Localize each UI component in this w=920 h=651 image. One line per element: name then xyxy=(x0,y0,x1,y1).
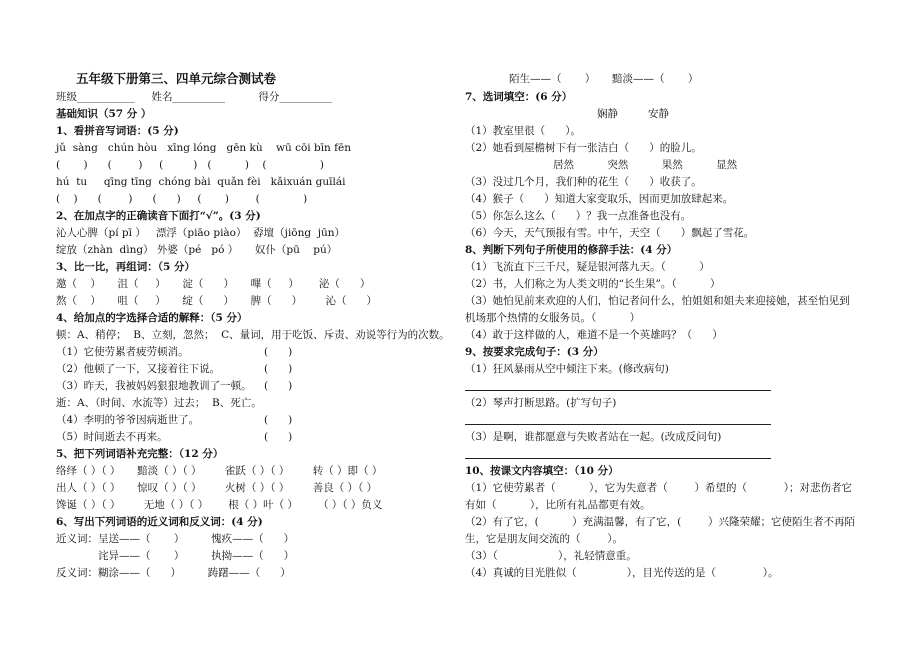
q5-line-1[interactable]: 络绎（ ）（ ） 黯淡（ ）（ ） 雀跃（ ）（ ） 转（ ）即（ ） xyxy=(56,465,383,477)
q5-line-3[interactable]: 馋诞（ ）（ ） 无地（ ）（ ） 根（ ）叶（ ） （ ）（ ）负义 xyxy=(56,499,383,511)
q7-sentence-5[interactable]: （5）你怎么这么（ ）？我一点准备也没有。 xyxy=(465,210,692,222)
q7-sentence-4[interactable]: （4）猴子（ ）知道大家变取乐，因而更加放肆起来。 xyxy=(465,193,734,205)
q7-sentence-3[interactable]: （3）没过几个月，我们种的花生（ ）收获了。 xyxy=(465,176,702,188)
q10-sentence-3[interactable]: （3）（ ），礼轻情意重。 xyxy=(465,550,637,562)
q9-sentence-1: （1）狂风暴雨从空中倾注下来。(修改病句) xyxy=(465,363,669,375)
q10-sentence-1a[interactable]: （1）它使劳累者（ ），它为失意者（ ）希望的（ ）；对悲伤者它 xyxy=(465,482,852,494)
q8-sentence-1[interactable]: （1）飞流直下三千尺，疑是银河落九天。（ ） xyxy=(465,261,710,273)
q7-sentence-2[interactable]: （2）她看到屋檐树下有一张洁白（ ）的脸儿。 xyxy=(465,142,702,154)
q5-heading: 5、把下列词语补充完整：（12 分） xyxy=(56,448,224,460)
q1-pinyin-row-1: jǔ sàng chún hòu xīng lóng gēn kù wū cōi bīn fēn xyxy=(56,142,352,154)
q4-heading: 4、给加点的字选择合适的解释：（5 分） xyxy=(56,312,248,324)
q4-definition-shi: 逝：A、（时间、水流等）过去； B、死亡。 xyxy=(56,397,262,409)
q9-sentence-3: （3）是啊，谁都愿意与失败者站在一起。(改成反问句) xyxy=(465,431,722,443)
q9-heading: 9、按要求完成句子：(3 分） xyxy=(465,346,604,358)
q4-sentence-3: （3）昨天，我被妈妈狠狠地教训了一顿。 xyxy=(56,380,252,392)
q10-heading: 10、按课文内容填空：（10 分） xyxy=(465,465,619,477)
q7-heading: 7、选词填空：(6 分） xyxy=(465,91,573,103)
q4-sentence-4: （4）李明的爷爷因病逝世了。 xyxy=(56,414,200,426)
q7-word-choices-1: 娴静 安静 xyxy=(597,108,670,120)
q7-word-choices-2: 居然 突然 果然 显然 xyxy=(553,159,738,171)
q4-answer-2[interactable]: ( ) xyxy=(264,363,293,375)
q6-antonym-line[interactable]: 反义词：糊涂——（ ） 踌躇——（ ） xyxy=(56,567,291,579)
q1-pinyin-row-2: hú tu qīng tīng chóng bài quǎn fèi kǎixuán guīlái xyxy=(56,176,346,188)
q3-heading: 3、比一比，再组词：（5 分） xyxy=(56,261,196,273)
q7-sentence-6[interactable]: （6）今天，天气预报有雪。中午，天空（ ）飘起了雪花。 xyxy=(465,227,755,239)
q7-sentence-1[interactable]: （1）教室里很（ ）。 xyxy=(465,125,581,137)
q8-sentence-2[interactable]: （2）书，人们称之为人类文明的“长生果”。（ ） xyxy=(465,278,721,290)
q6-synonym-line-2[interactable]: 诧异——（ ） 执拗——（ ） xyxy=(98,550,295,562)
q4-sentence-5: （5）时间逝去不再来。 xyxy=(56,431,168,443)
q4-answer-4[interactable]: ( ) xyxy=(264,414,293,426)
q6-antonym-continued[interactable]: 陌生——（ ） 黯淡——（ ） xyxy=(509,73,699,85)
q4-sentence-1: （1）它使劳累者疲劳顿消。 xyxy=(56,346,189,358)
q4-sentence-2: （2）他顿了一下，又接着往下说。 xyxy=(56,363,221,375)
q8-heading: 8、判断下列句子所使用的修辞手法：(4 分） xyxy=(465,244,678,256)
q6-synonym-line-1[interactable]: 近义词：呈送——（ ） 愧疚——（ ） xyxy=(56,533,295,545)
q10-sentence-2b[interactable]: 生，它是朋友间交流的（ ）。 xyxy=(465,533,623,545)
q10-sentence-2a[interactable]: （2）有了它，( ）充满温馨，有了它，( ）兴隆荣耀；它使陌生者不再陌 xyxy=(465,516,855,528)
q2-line-1[interactable]: 沁人心脾（pí pī ） 漂浮（piāo piào） 孬壇（jiōng jūn） xyxy=(56,227,346,239)
q9-answer-line-2[interactable] xyxy=(465,424,771,425)
q4-answer-5[interactable]: ( ) xyxy=(264,431,293,443)
q10-sentence-1b[interactable]: 有如（ ），比所有礼品都更有效。 xyxy=(465,499,651,511)
q9-answer-line-3[interactable] xyxy=(465,458,771,459)
section-basic-knowledge: 基础知识（57 分 ） xyxy=(56,108,152,120)
q3-line-1[interactable]: 邀（ ） 沮（ ） 淀（ ） 嗶（ ） 泌（ ） xyxy=(56,278,371,290)
q9-answer-line-1[interactable] xyxy=(465,390,771,391)
q4-definition-dun: 顿：A、稍停； B、立刻，忽然； C、量词，用于吃饭、斥责、劝说等行为的次数。 xyxy=(56,329,450,341)
exam-title: 五年级下册第三、四单元综合测试卷 xyxy=(76,71,277,86)
q9-sentence-2: （2）琴声打断思路。(扩写句子) xyxy=(465,397,617,409)
q8-sentence-4[interactable]: （4）敢于这样做的人，难道不是一个英雄吗？（ ） xyxy=(465,329,723,341)
q8-sentence-3b[interactable]: 机场那个热情的女服务员。（ ） xyxy=(465,312,641,324)
q8-sentence-3a: （3）她怕见前来欢迎的人们，怕记者问什么，怕姐姐和姐夫来迎接她，甚至怕见到 xyxy=(465,295,850,307)
q10-sentence-4[interactable]: （4）真诚的目光胜似（ ），目光传送的是（ ）。 xyxy=(465,567,779,579)
q1-blank-row-2[interactable]: ( ) ( ) ( ) ( ) ( ) xyxy=(56,193,308,205)
q6-heading: 6、写出下列词语的近义词和反义词：(4 分) xyxy=(56,516,263,528)
q1-blank-row-1[interactable]: ( ) ( ) ( ) ( ) ( ) xyxy=(56,159,324,171)
q5-line-2[interactable]: 出人（ ）（ ） 惊叹（ ）（ ） 火树（ ）（ ） 善良（ ）（ ） xyxy=(56,482,378,494)
q1-heading: 1、看拼音写词语：(5 分) xyxy=(56,125,179,137)
student-info-line: 班级___________ 姓名__________ 得分__________ xyxy=(56,91,332,103)
q3-line-2[interactable]: 熬（ ） 咀（ ） 绽（ ） 脾（ ） 沁（ ） xyxy=(56,295,378,307)
q2-heading: 2、在加点字的正确读音下面打“√”。(3 分) xyxy=(56,210,261,222)
q2-line-2[interactable]: 绽放（zhàn dìng） 外婆（pé pó ） 奴仆（pū pú） xyxy=(56,244,338,256)
q4-answer-3[interactable]: ( ) xyxy=(264,380,293,392)
q4-answer-1[interactable]: ( ) xyxy=(264,346,293,358)
